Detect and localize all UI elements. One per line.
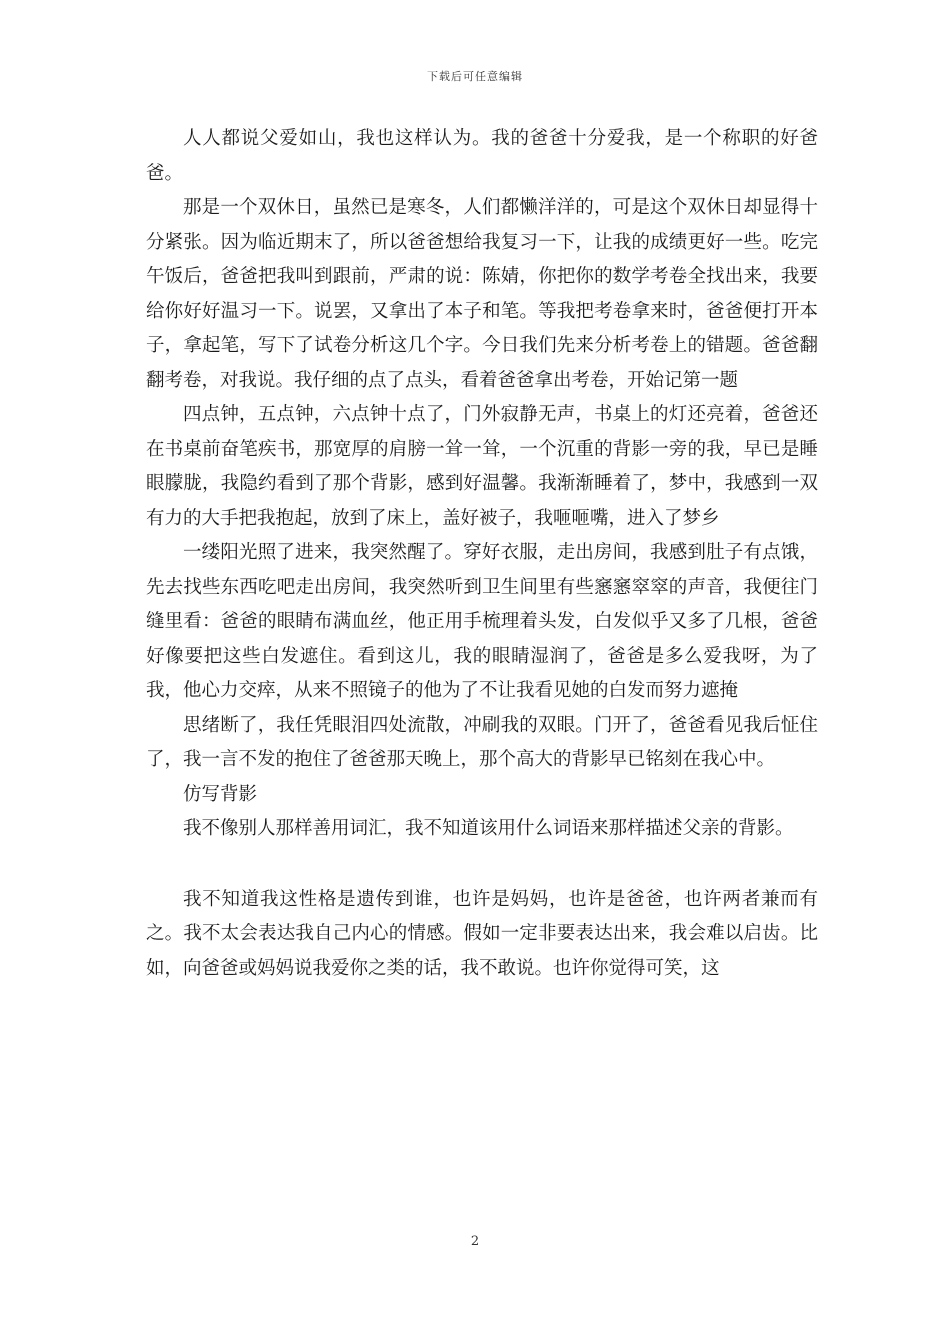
paragraph-night: 四点钟，五点钟，六点钟十点了，门外寂静无声，书桌上的灯还亮着，爸爸还在书桌前奋笔疾书，那宽厚的肩膀一耸一耸，一个沉重的背影一旁的我，早已是睡眼朦胧，我隐约看到了那个背影，感到好温馨。我渐渐睡着了，梦中，我感到一双有力的大手把我抱起，放到了床上，盖好被子，我咂咂嘴，进入了梦乡 [146, 404, 818, 529]
paragraph-morning: 一缕阳光照了进来，我突然醒了。穿好衣服，走出房间，我感到肚子有点饿，先去找些东西吃吧走出房间，我突然听到卫生间里有些窸窸窣窣的声音，我便往门缝里看：爸爸的眼睛布满血丝，他正用手梳理着头发，白发似乎又多了几根，爸爸好像要把这些白发遮住。看到这儿，我的眼睛湿润了，爸爸是多么爱我呀，为了我，他心力交瘁，从来不照镜子的他为了不让我看见她的白发而努力遮掩 [146, 542, 818, 701]
paragraph-ending: 思绪断了，我任凭眼泪四处流散，冲刷我的双眼。门开了，爸爸看见我后怔住了，我一言不发的抱住了爸爸那天晚上，那个高大的背影早已铭刻在我心中。 [146, 714, 818, 770]
paragraph-weekend: 那是一个双休日，虽然已是寒冬，人们都懒洋洋的，可是这个双休日却显得十分紧张。因为临近期末了，所以爸爸想给我复习一下，让我的成绩更好一些。吃完午饭后，爸爸把我叫到跟前，严肃的说：陈婧，你把你的数学考卷全找出来，我要给你好好温习一下。说罢，又拿出了本子和笔。等我把考卷拿来时，爸爸便打开本子，拿起笔，写下了试卷分析这几个字。今日我们先来分析考卷上的错题。爸爸翻翻考卷，对我说。我仔细的点了点头，看着爸爸拿出考卷，开始记第一题 [146, 197, 818, 391]
page-header: 下载后可任意编辑 [427, 70, 523, 83]
paragraph-spacer [146, 847, 818, 883]
paragraph-intro: 人人都说父爱如山，我也这样认为。我的爸爸十分爱我，是一个称职的好爸爸。 [146, 128, 818, 184]
page-number: 2 [470, 1234, 480, 1249]
paragraph-personality: 我不知道我这性格是遗传到谁，也许是妈妈，也许是爸爸，也许两者兼而有之。我不太会表达我自己内心的情感。假如一定非要表达出来，我会难以启齿。比如，向爸爸或妈妈说我爱你之类的话，我不敢说。也许你觉得可笑，这 [146, 888, 818, 979]
document-body [146, 122, 818, 986]
section-heading: 仿写背影 [183, 783, 258, 805]
paragraph-imitation-intro: 我不像别人那样善用词汇，我不知道该用什么词语来那样描述父亲的背影。 [183, 818, 794, 839]
